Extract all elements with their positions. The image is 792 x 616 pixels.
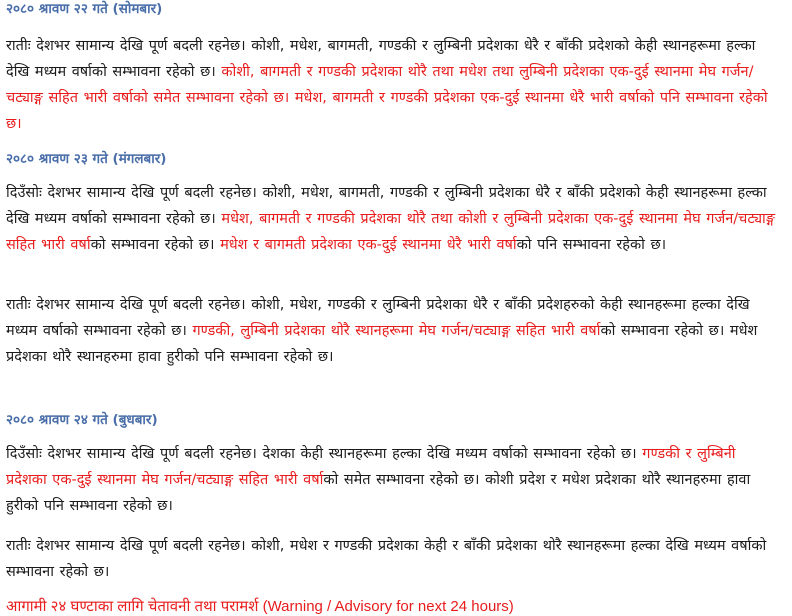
forecast-paragraph-24-night [6, 533, 776, 585]
forecast-paragraph-23-night [6, 292, 776, 370]
heavy-rain-warning-text: गण्डकी र लुम्बिनी प्रदेशका एक-दुई स्थानमा मेघ गर्जन/चट्याङ्ग सहित भारी वर्षा [6, 446, 736, 488]
forecast-text: दिउँसोः देशभर सामान्य देखि पूर्ण बदली रहनेछ। देशका केही स्थानहरूमा हल्का देखि मध्यम वर्षाको सम्भावना रहेको छ। [6, 446, 637, 462]
forecast-text-tail: को सम्भावना रहेको छ। [90, 237, 215, 253]
forecast-text-tail: को पनि सम्भावना रहेको छ। [516, 237, 667, 253]
forecast-text: रातीः देशभर सामान्य देखि पूर्ण बदली रहनेछ। कोशी, मधेश, गण्डकी र लुम्बिनी प्रदेशका धेरै र बाँकी प्रदेशहरुको केही स्थानहरूमा हल्का देखि मध्यम वर्षाको सम्भावना रहेको छ। [6, 297, 750, 339]
forecast-paragraph-24-day [6, 441, 776, 519]
forecast-text-tail: को सम्भावना रहेको छ। मधेश प्रदेशका थोरै स्थानहरुमा हावा हुरीको पनि सम्भावना रहेको छ। [6, 323, 758, 365]
forecast-paragraph-22-night [6, 33, 776, 137]
forecast-text-tail: को समेत सम्भावना रहेको छ। कोशी प्रदेश र मधेश प्रदेशका थोरै स्थानहरुमा हावा हुरीको पनि सम्भावना रहेको छ। [6, 472, 751, 514]
warning-advisory-link[interactable]: आगामी २४ घण्टाका लागि चेतावनी तथा परामर्श (Warning / Advisory for next 24 hours) [6, 598, 514, 615]
very-heavy-rain-warning-text: मधेश र बागमती प्रदेशका एक-दुई स्थानमा धेरै भारी वर्षा [220, 237, 517, 253]
forecast-paragraph-23-day [6, 180, 776, 258]
day-heading-shrawan-24: २०८० श्रावण २४ गते (बुधबार) [6, 412, 158, 428]
forecast-text: रातीः देशभर सामान्य देखि पूर्ण बदली रहनेछ। कोशी, मधेश र गण्डकी प्रदेशका केही र बाँकी प्रदेशका थोरै स्थानहरूमा हल्का देखि मध्यम वर्षाको सम्भावना रहेको छ। [6, 538, 767, 580]
forecast-text: रातीः देशभर सामान्य देखि पूर्ण बदली रहनेछ। कोशी, मधेश, बागमती, गण्डकी र लुम्बिनी प्रदेशका धेरै र बाँकी प्रदेशको केही स्थानहरूमा हल्का देखि मध्यम वर्षाको सम्भावना रहेको छ। [6, 38, 756, 80]
forecast-text: दिउँसोः देशभर सामान्य देखि पूर्ण बदली रहनेछ। कोशी, मधेश, बागमती, गण्डकी र लुम्बिनी प्रदेशका धेरै र बाँकी प्रदेशको केही स्थानहरूमा हल्का देखि मध्यम वर्षाको सम्भावना रहेको छ। [6, 185, 767, 227]
heavy-rain-warning-text: गण्डकी, लुम्बिनी प्रदेशका थोरै स्थानहरूमा मेघ गर्जन/चट्याङ्ग सहित भारी वर्षा [192, 323, 601, 339]
day-heading-shrawan-22: २०८० श्रावण २२ गते (सोमबार) [6, 1, 163, 17]
heavy-rain-warning-text: कोशी, बागमती र गण्डकी प्रदेशका थोरै तथा मधेश तथा लुम्बिनी प्रदेशका एक-दुई स्थानमा मेघ गर्जन/चट्याङ्ग सहित भारी वर्षाको समेत सम्भावना रहेको छ। मधेश, बागमती र गण्डकी प्रदेशका एक-दुई स्थानमा धेरै भारी वर्षाको पनि सम्भावना रहेको छ। [6, 64, 768, 132]
heavy-rain-warning-text: मधेश, बागमती र गण्डकी प्रदेशका थोरै तथा कोशी र लुम्बिनी प्रदेशका एक-दुई स्थानमा मेघ गर्जन/चट्याङ्ग सहित भारी वर्षा [6, 211, 775, 253]
day-heading-shrawan-23: २०८० श्रावण २३ गते (मंगलबार) [6, 151, 167, 167]
